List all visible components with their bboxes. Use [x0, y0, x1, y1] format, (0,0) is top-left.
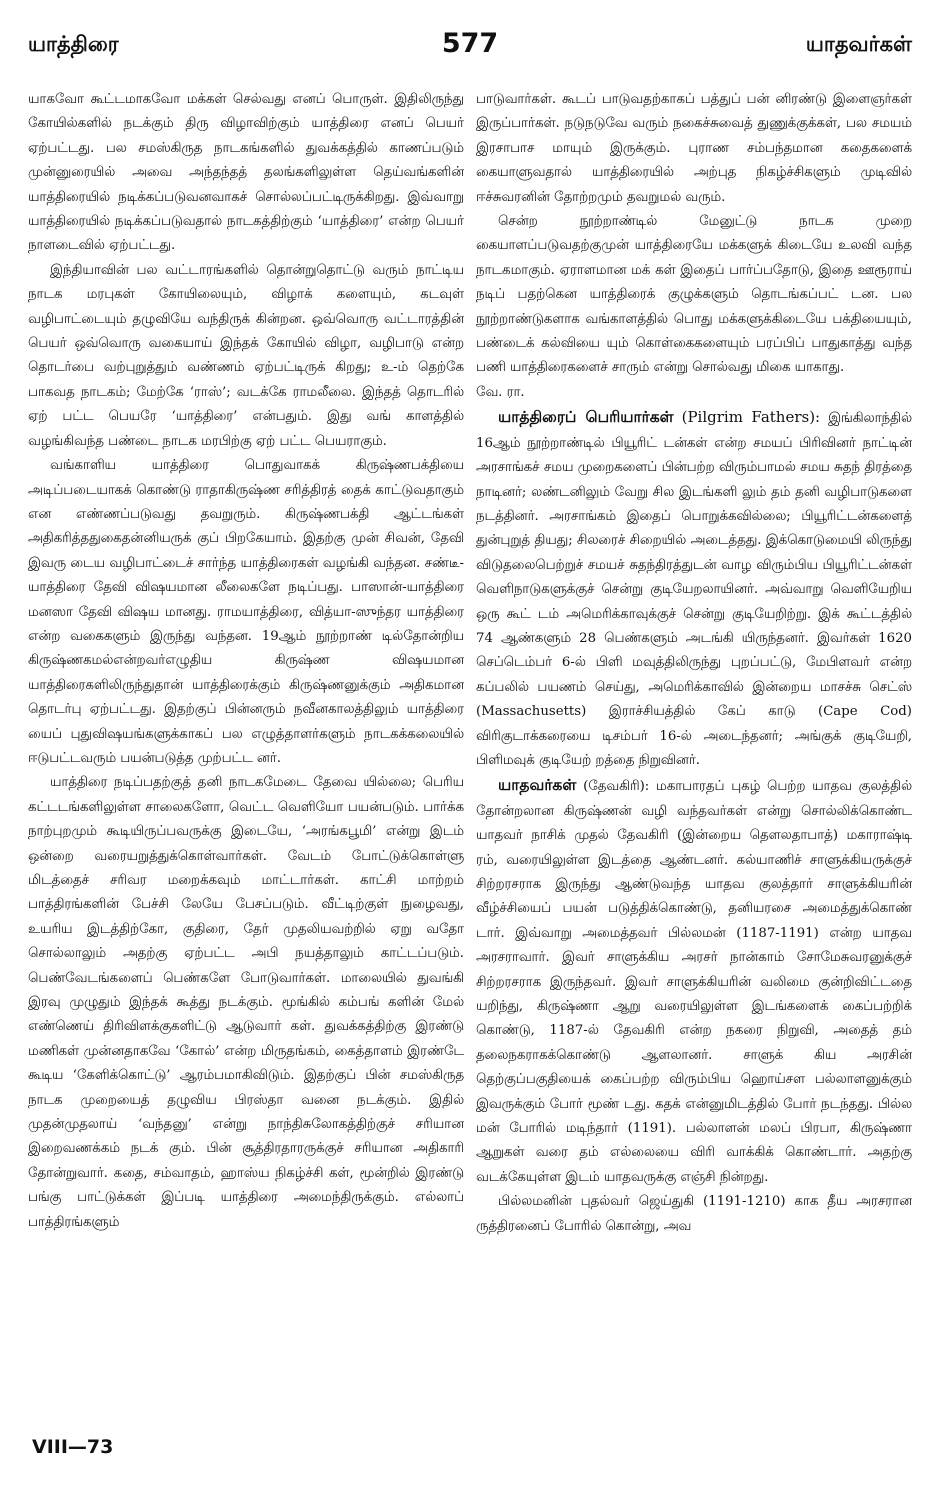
- entry-pilgrim-fathers-title: யாத்திரைப் பெரியார்கள்: [498, 408, 674, 427]
- left-paragraph-4: யாத்திரை நடிப்பதற்குத் தனி நாடகமேடை தேவை யில்லை; பெரிய கட்டடங்களிலுள்ள சாலைகளோ, வெட்ட வெளியோ பயன்படும். பார்க்க நாற்புறமும் கூடியிருப்பவருக்கு இடையே, ‘அரங்கபூமி’ என்று இடம் ஒன்றை வரையறுத்துக்கொள்வார்கள். வேடம் போட்டுக்கொள்ளு மிடத்தைச் சரிவர மறைக்கவும் மாட்டார்கள். காட்சி மாற்றம் பாத்திரங்களின் பேச்சி லேயே பேசப்படும். வீட்டிற்குள் நுழைவது, உயரிய இடத்திற்கோ, குதிரை, தேர் முதலியவற்றில் ஏறு வதோ சொல்லாலும் அதற்கு ஏற்பட்ட அபி நயத்தாலும் காட்டப்படும். பெண்வேடங்களைப் பெண்களே போடுவார்கள். மாலையில் துவங்கி இரவு முழுதும் இந்தக் கூத்து நடக்கும். மூங்கில் கம்பங் களின் மேல் எண்ணெய் திரிவிளக்குகளிட்டு ஆடுவார் கள். துவக்கத்திற்கு இரண்டு மணிகள் முன்னதாகவே ‘கோல்’ என்ற மிருதங்கம், கைத்தாளம் இரண்டே கூடிய ‘கேளிக்கொட்டு’ ஆரம்பமாகிவிடும். இதற்குப் பின் சமஸ்கிருத நாடக முறையைத் தழுவிய பிரஸ்தா வனை நடக்கும். இதில் முதன்முதலாய் ‘வந்தனு’ என்று நாந்திசுலோகத்திற்குச் சரியான இறைவணக்கம் நடக் கும். பின் சூத்திரதாரருக்குச் சரியான அதிகாரி தோன்றுவார். கதை, சம்வாதம், ஹாஸ்ய நிகழ்ச்சி கள், மூன்றில் இரண்டு பங்கு பாட்டுக்கள் இப்படி யாத்திரை அமைந்திருக்கும். எல்லாப் பாத்திரங்களும்: [28, 775, 464, 1230]
- entry-yadavas-title: யாதவர்கள்: [498, 776, 577, 795]
- author-initials: வே. ரா.: [476, 384, 525, 400]
- entry-yadavas-subtitle: (தேவகிரி):: [583, 779, 650, 795]
- right-column: [476, 88, 912, 1428]
- entry-yadavas-paragraph-2: பில்லமனின் புதல்வர் ஜெய்துகி (1191-1210) காக தீய அரசரான ருத்திரனைப் போரில் கொன்று, அவ: [476, 1194, 912, 1234]
- entry-pilgrim-fathers-latin: (Pilgrim Fathers):: [681, 408, 821, 427]
- entry-pilgrim-fathers-text: இங்கிலாந்தில் 16ஆம் நூற்றாண்டில் பியூரிட் டன்கள் என்ற சமயப் பிரிவினர் நாட்டின் அரசாங்கச் சமய முறைகளைப் பின்பற்ற விரும்பாமல் சமய சுதந் திரத்தை நாடினர்; லண்டனிலும் வேறு சில இடங்களி லும் தம் தனி வழிபாடுகளை நடத்தினர். அரசாங்கம் இதைப் பொறுக்கவில்லை; பியூரிட்டன்களைத் துன்புறுத் தியது; சிலரைச் சிறையில் அடைத்தது. இக்கொடுமையி லிருந்து விடுதலைபெற்றுச் சமயச் சுதந்திரத்துடன் வாழ விரும்பிய பியூரிட்டன்கள் வெளிநாடுகளுக்குச் சென்று குடியேறலாயினர். அவ்வாறு வெளியேறிய ஒரு கூட் டம் அமெரிக்காவுக்குச் சென்று குடியேறிற்று. இக் கூட்டத்தில் 74 ஆண்களும் 28 பெண்களும் அடங்கி யிருந்தனர். இவர்கள் 1620 செப்டெம்பர் 6-ல் பிளி மவுத்திலிருந்து புறப்பட்டு, மேபிளவர் என்ற கப்பலில் பயணம் செய்து, அமெரிக்காவில் இன்றைய மாசச்சு செட்ஸ் (Massachusetts) இராச்சியத்தில் கேப் காடு (Cape Cod) விரிகுடாக்கரையை டிசம்பர் 16-ல் அடைந்தனர்; அங்குக் குடியேறி, பிளிமவுக் குடியேற் றத்தை நிறுவினர்.: [476, 411, 912, 768]
- left-column: [28, 88, 464, 1428]
- page-number: 577: [441, 28, 499, 59]
- running-head-right: யாதவர்கள்: [805, 32, 912, 56]
- running-head-left: யாத்திரை: [28, 32, 119, 56]
- entry-yadavas-text: மகாபாரதப் புகழ் பெற்ற யாதவ குலத்தில் தோன்றலான கிருஷ்ணன் வழி வந்தவர்கள் என்று சொல்லிக்கொண்ட யாதவர் நாசிக் முதல் தேவகிரி (இன்றைய தௌலதாபாத்) மகாராஷ்டி ரம், வரையிலுள்ள இடத்தை ஆண்டனர். கல்யாணிச் சாளுக்கியருக்குச் சிற்றரசராக இருந்து ஆண்டுவந்த யாதவ குலத்தார் சாளுக்கியரின் வீழ்ச்சியைப் பயன் படுத்திக்கொண்டு, தனியரசை அமைத்துக்கொண் டார். இவ்வாறு அமைத்தவர் பில்லமன் (1187-1191) என்ற யாதவ அரசராவார். இவர் சாளுக்கிய அரசர் நான்காம் சோமேசுவரனுக்குச் சிற்றரசராக இருந்தவர். இவர் சாளுக்கியரின் வலிமை குன்றிவிட்டதை யறிந்து, கிருஷ்ணா ஆறு வரையிலுள்ள இடங்களைக் கைப்பற்றிக் கொண்டு, 1187-ல் தேவகிரி என்ற நகரை நிறுவி, அதைத் தம் தலைநகராகக்கொண்டு ஆளலானர். சாளுக் கிய அரசின் தெற்குப்பகுதியைக் கைப்பற்ற விரும்பிய ஹொய்சள பல்லாளனுக்கும் இவருக்கும் போர் மூண் டது. கதக் என்னுமிடத்தில் போர் நடந்தது. பில்ல மன் போரில் மடிந்தார் (1191). பல்லாளன் மலப் பிரபா, கிருஷ்ணா ஆறுகள் வரை தம் எல்லையை விரி வாக்கிக் கொண்டார். அதற்கு வடக்கேயுள்ள இடம் யாதவருக்கு எஞ்சி நின்றது.: [476, 779, 912, 1185]
- left-paragraph-1: யாகவோ கூட்டமாகவோ மக்கள் செல்வது எனப் பொருள். இதிலிருந்து கோயில்களில் நடக்கும் திரு விழாவிற்கும் யாத்திரை எனப் பெயர் ஏற்பட்டது. பல சமஸ்கிருத நாடகங்களில் துவக்கத்தில் காணப்படும் முன்னுரையில் அவை அந்தந்தத் தலங்களிலுள்ள தெய்வங்களின் யாத்திரையில் நடிக்கப்படுவனவாகச் சொல்லப்பட்டிருக்கிறது. இவ்வாறு யாத்திரையில் நடிக்கப்படுவதால் நாடகத்திற்கும் ‘யாத்திரை’ என்ற பெயர் நாளடைவில் ஏற்பட்டது.: [28, 92, 464, 254]
- left-paragraph-3: வங்காளிய யாத்திரை பொதுவாகக் கிருஷ்ணபக்தியை அடிப்படையாகக் கொண்டு ராதாகிருஷ்ண சரித்திரத் தைக் காட்டுவதாகும் என எண்ணப்படுவது தவறுரும். கிருஷ்ணபக்தி ஆட்டங்கள் அதிகரித்ததுகைதன்னியருக் குப் பிறகேயாம். இதற்கு முன் சிவன், தேவி இவரு டைய வழிபாட்டைச் சார்ந்த யாத்திரைகள் வழங்கி வந்தன. சண்டீ-யாத்திரை தேவி விஷயமான லீலைகளே நடிப்பது. பாஸான்-யாத்திரை மனஸா தேவி விஷய மானது. ராமயாத்திரை, வித்யா-ஸுந்தர யாத்திரை என்ற வகைகளும் இருந்து வந்தன. 19ஆம் நூற்றாண் டில்தோன்றிய கிருஷ்ணகமல்என்றவர்எழுதிய கிருஷ்ண விஷயமான யாத்திரைகளிலிருந்துதான் யாத்திரைக்கும் கிருஷ்ணனுக்கும் அதிகமான தொடர்பு ஏற்பட்டது. இதற்குப் பின்னரும் நவீனகாலத்திலும் யாத்திரை யைப் புதுவிஷயங்களுக்காகப் பல எழுத்தாளர்களும் நாடகக்கலையில் ஈடுபட்டவரும் பயன்படுத்த முற்பட்ட னர்.: [28, 458, 464, 766]
- text-columns: [28, 88, 912, 1428]
- page-header: [28, 28, 912, 76]
- left-paragraph-2: இந்தியாவின் பல வட்டாரங்களில் தொன்றுதொட்டு வரும் நாட்டிய நாடக மரபுகள் கோயிலையும், விழாக் களையும், கடவுள் வழிபாட்டையும் தழுவியே வந்திருக் கின்றன. ஒவ்வொரு வட்டாரத்தின் பெயர் ஒவ்வொரு வகையாய் இந்தக் கோயில் விழா, வழிபாடு என்ற தொடர்பை வற்புறுத்தும் வண்ணம் ஏற்பட்டிருக் கிறது; உ-ம் தெற்கே பாகவத நாடகம்; மேற்கே ‘ராஸ்’; வடக்கே ராமலீலை. இந்தத் தொடரில் ஏற் பட்ட பெயரே ‘யாத்திரை’ என்பதும். இது வங் காளத்தில் வழங்கிவந்த பண்டை நாடக மரபிற்கு ஏற் பட்ட பெயராகும்.: [28, 262, 464, 449]
- entry-pilgrim-fathers: [476, 405, 912, 773]
- entry-yadavas: [476, 773, 912, 1190]
- right-paragraph-2: சென்ற நூற்றாண்டில் மேனுட்டு நாடக முறை கையாளப்படுவதற்குமுன் யாத்திரையே மக்களுக் கிடையே உலவி வந்த நாடகமாகும். ஏராளமான மக் கள் இதைப் பார்ப்பதோடு, இதை ஊரூராய் நடிப் பதற்கென யாத்திரைக் குழுக்களும் தொடங்கப்பட் டன. பல நூற்றாண்டுகளாக வங்காளத்தில் பொது மக்களுக்கிடையே பக்தியையும், பண்டைக் கல்வியை யும் கொள்கைகளையும் பரப்பிப் பாதுகாத்து வந்த பணி யாத்திரைகளைச் சாரும் என்று சொல்வது மிகை யாகாது.: [476, 214, 912, 376]
- volume-marker: VIII—73: [32, 1436, 114, 1458]
- right-paragraph-1: பாடுவார்கள். கூடப் பாடுவதற்காகப் பத்துப் பன் னிரண்டு இளைஞர்கள் இருப்பார்கள். நடுநடுவே வரும் நகைச்சுவைத் துணுக்குக்கள், பல சமயம் இரசாபாச மாயும் இருக்கும். புராண சம்பந்தமான கதைகளைக் கையாளுவதால் யாத்திரையில் அற்புத நிகழ்ச்சிகளும் முடிவில் ஈச்சுவரனின் தோற்றமும் தவறுமல் வரும்.: [476, 92, 912, 205]
